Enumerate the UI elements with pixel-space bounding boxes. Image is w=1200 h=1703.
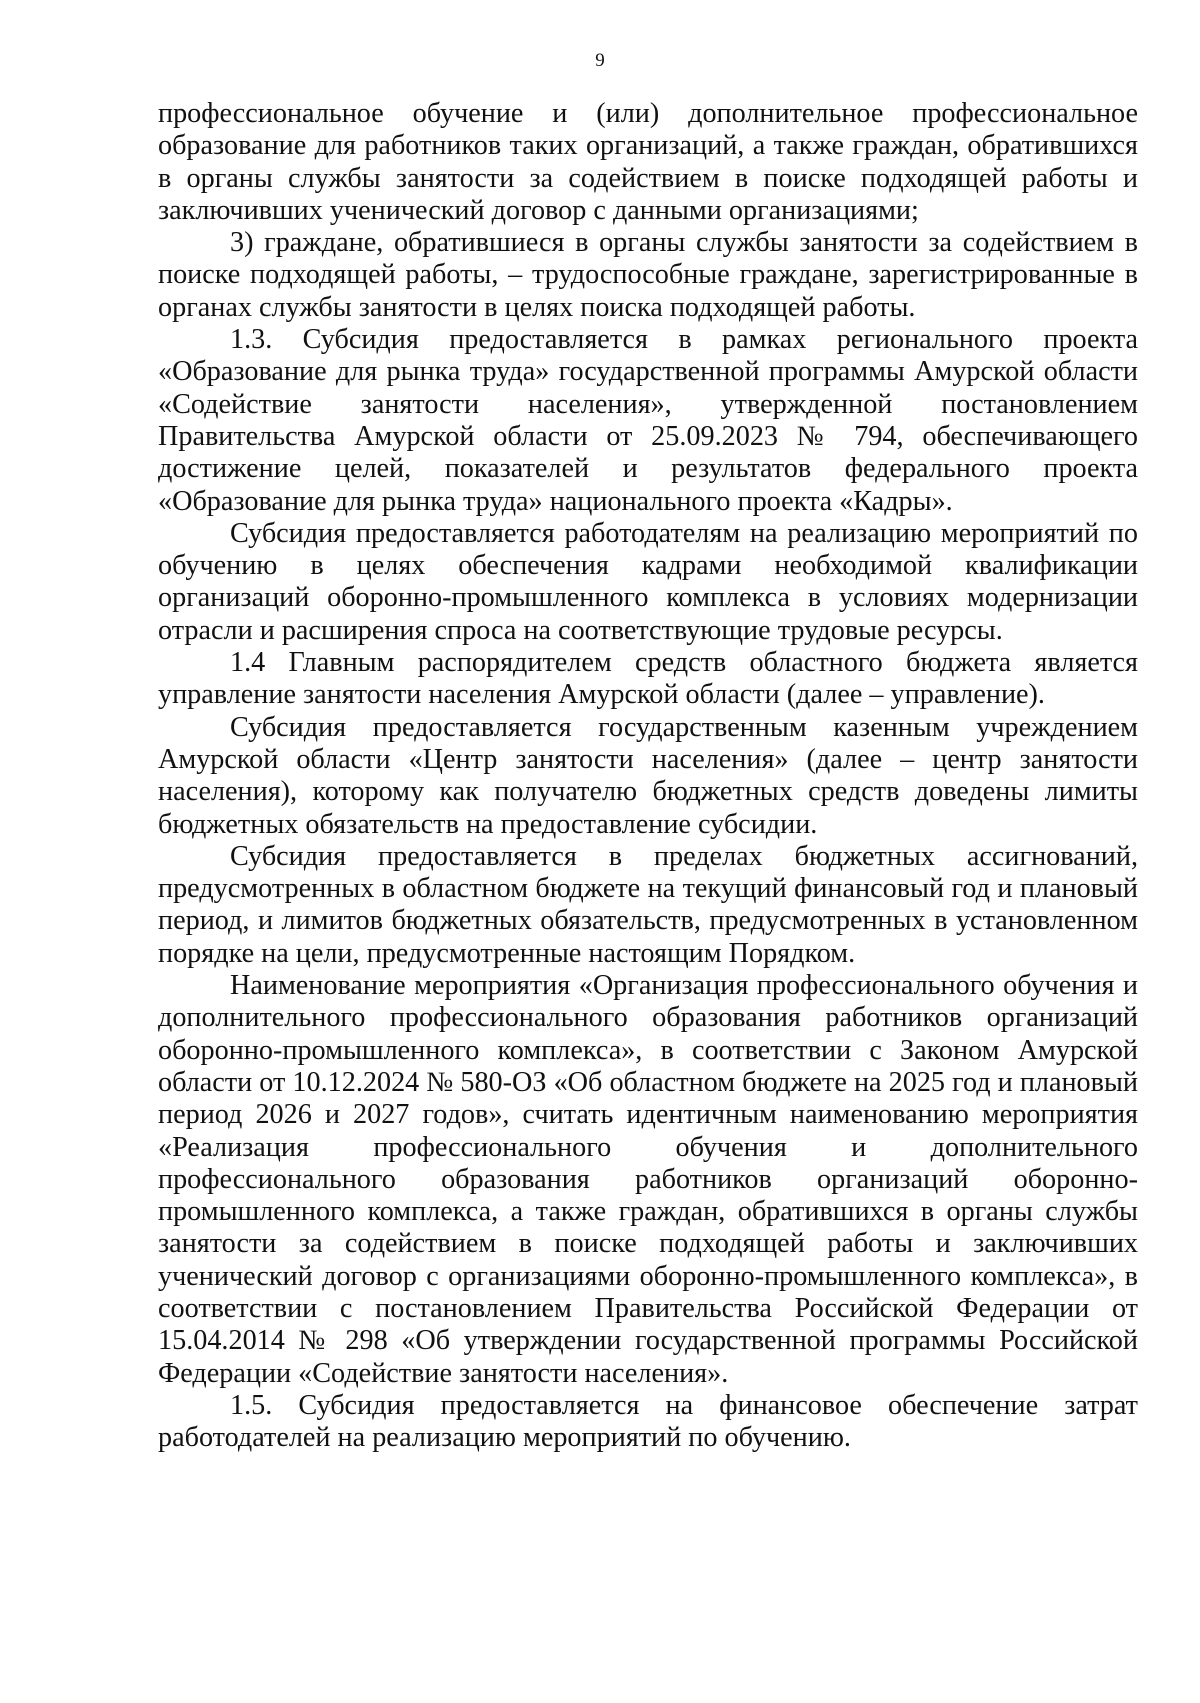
paragraph: Наименование мероприятия «Организация профессионального обучения и дополнительного профессионального образования работников организаций оборонно-промышленного комплекса», в соответствии с Законом Амурской области от 10.12.2024 № 580-ОЗ «Об областном бюджете на 2025 год и плановый период 2026 и 2027 годов», считать идентичным наименованию мероприятия «Реализация профессионального обучения и дополнительного профессионального образования работников организаций оборонно-промышленного комплекса, а также граждан, обратившихся в органы службы занятости за содействием в поиске подходящей работы и заключивших ученический договор с организациями оборонно-промышленного комплекса», в соответствии с постановлением Правительства Российской Федерации от 15.04.2014 № 298 «Об утверждении государственной программы Российской Федерации «Содействие занятости населения».	[158, 970, 1138, 1389]
paragraph: 1.5. Субсидия предоставляется на финансовое обеспечение затрат работодателей на реализацию мероприятий по обучению.	[158, 1389, 1138, 1454]
page-number: 9	[595, 50, 605, 71]
paragraph: Субсидия предоставляется государственным казенным учреждением Амурской области «Центр занятости населения» (далее – центр занятости населения), которому как получателю бюджетных средств доведены лимиты бюджетных обязательств на предоставление субсидии.	[158, 711, 1138, 840]
paragraph: 1.3. Субсидия предоставляется в рамках регионального проекта «Образование для рынка труда» государственной программы Амурской области «Содействие занятости населения», утвержденной постановлением Правительства Амурской области от 25.09.2023 № 794, обеспечивающего достижение целей, показателей и результатов федерального проекта «Образование для рынка труда» национального проекта «Кадры».	[158, 324, 1138, 517]
paragraph: Субсидия предоставляется в пределах бюджетных ассигнований, предусмотренных в областном бюджете на текущий финансовый год и плановый период, и лимитов бюджетных обязательств, предусмотренных в установленном порядке на цели, предусмотренные настоящим Порядком.	[158, 840, 1138, 969]
paragraph: Субсидия предоставляется работодателям на реализацию мероприятий по обучению в целях обеспечения кадрами необходимой квалификации организаций оборонно-промышленного комплекса в условиях модернизации отрасли и расширения спроса на соответствующие трудовые ресурсы.	[158, 517, 1138, 646]
paragraph: 1.4 Главным распорядителем средств областного бюджета является управление занятости населения Амурской области (далее – управление).	[158, 647, 1138, 711]
paragraph: профессиональное обучение и (или) дополнительное профессиональное образование для работников таких организаций, а также граждан, обратившихся в органы службы занятости за содействием в поиске подходящей работы и заключивших ученический договор с данными организациями;	[158, 98, 1138, 226]
paragraph: 3) граждане, обратившиеся в органы службы занятости за содействием в поиске подходящей работы, – трудоспособные граждане, зарегистрированные в органах службы занятости в целях поиска подходящей работы.	[158, 227, 1138, 323]
document-body	[158, 98, 1138, 1454]
